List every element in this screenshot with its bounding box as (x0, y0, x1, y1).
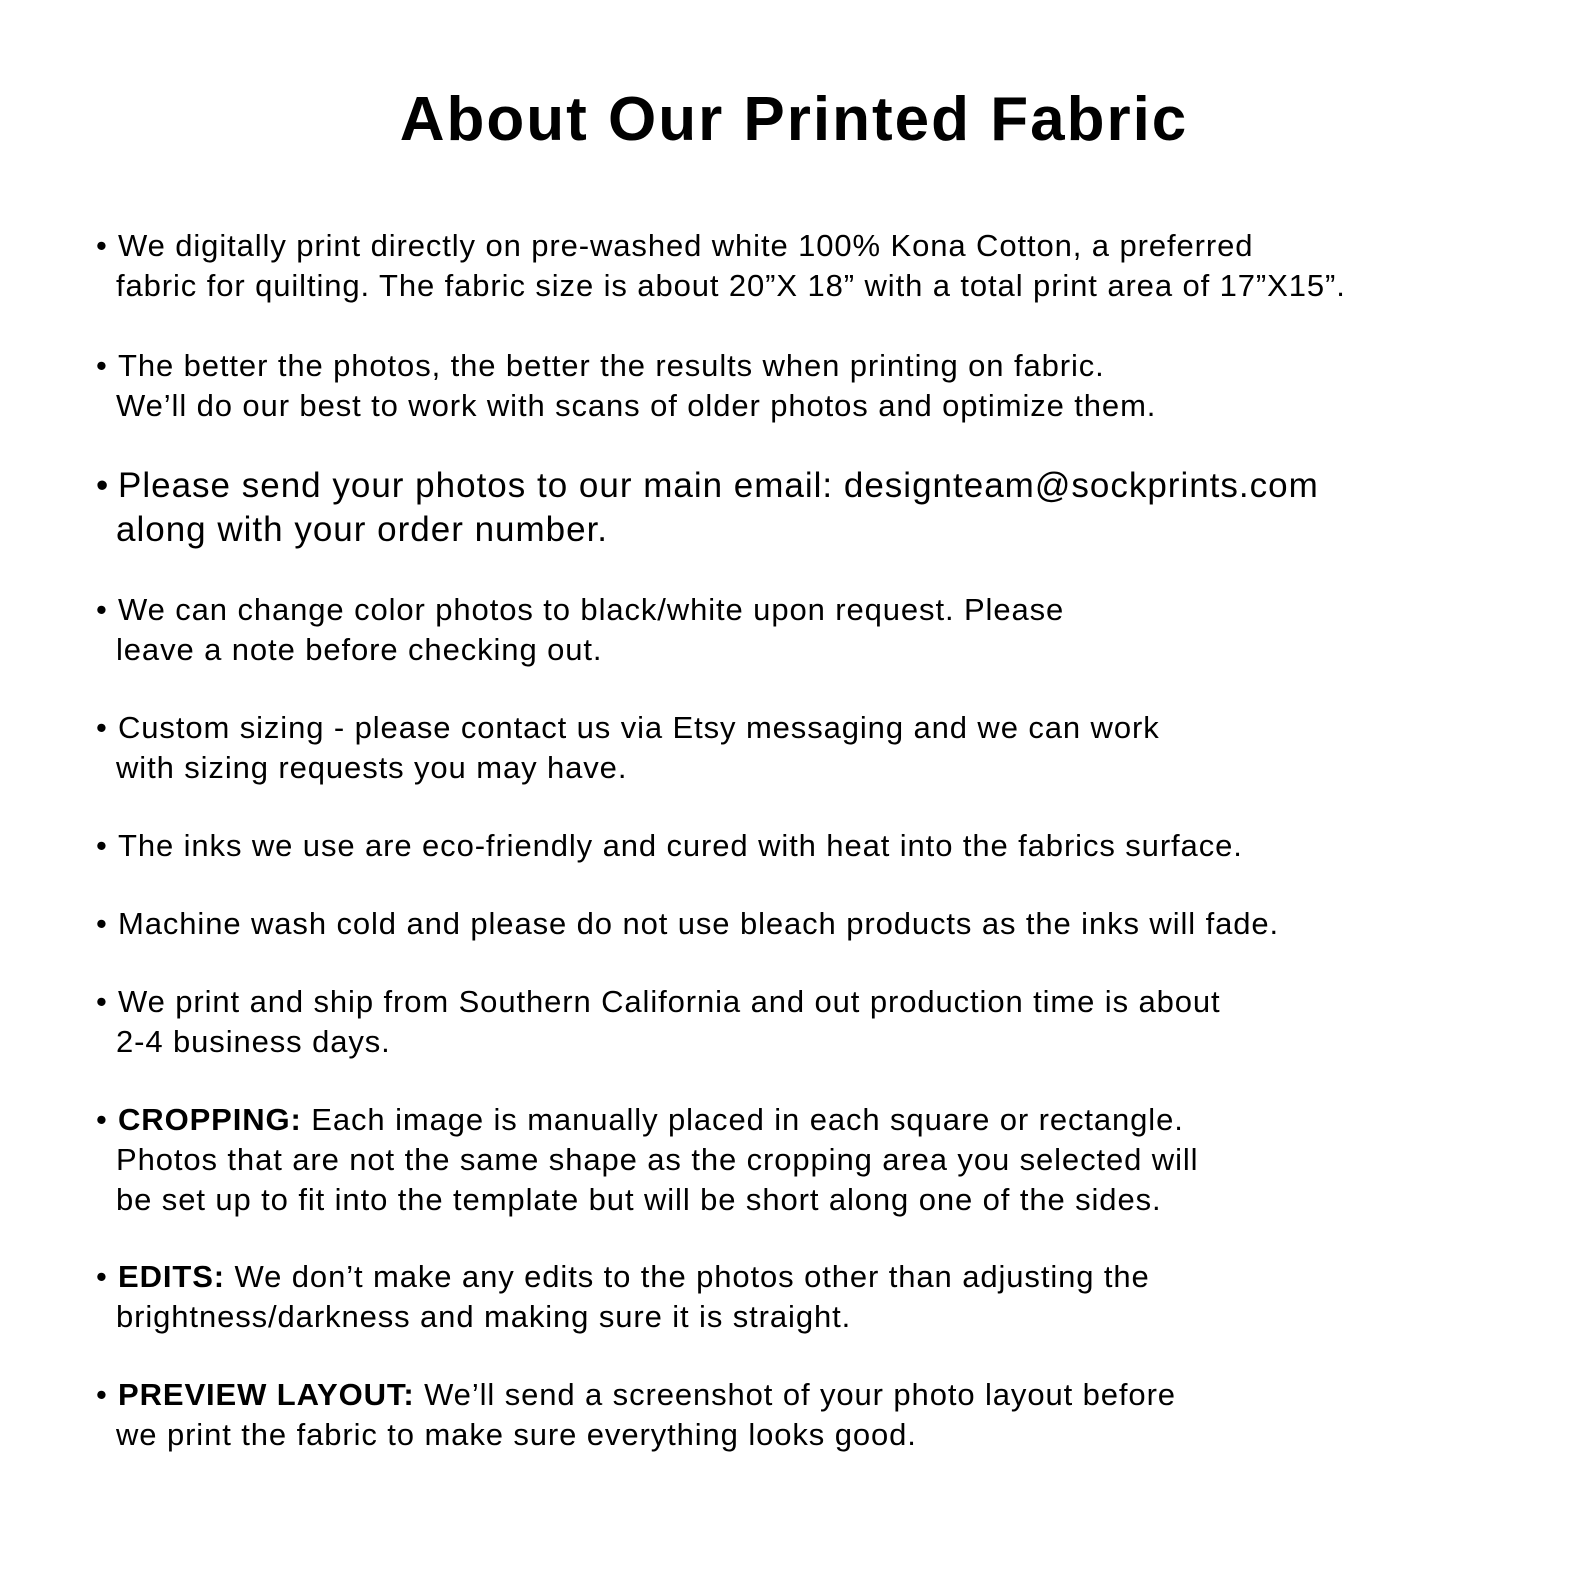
bullet-icon: • (96, 984, 108, 1019)
list-item-inks (96, 826, 1556, 866)
list-item-text: We digitally print directly on pre-washed white 100% Kona Cotton, a preferred (118, 228, 1254, 263)
page-title: About Our Printed Fabric (399, 85, 1189, 154)
bullet-icon: • (96, 592, 108, 627)
bullet-icon: • (96, 1377, 108, 1412)
list-item-line (96, 708, 1556, 748)
list-item-line (96, 1375, 1556, 1415)
bullet-icon: • (96, 466, 110, 505)
list-item-text: The inks we use are eco-friendly and cured with heat into the fabrics surface. (118, 828, 1243, 863)
list-item-text: We’ll send a screenshot of your photo layout before (424, 1377, 1176, 1412)
list-item-line (96, 226, 1556, 266)
list-item-text: We print and ship from Southern California and out production time is about (118, 984, 1221, 1019)
bullet-icon: • (96, 348, 108, 383)
list-item-text: leave a note before checking out. (116, 632, 603, 667)
list-item-text: Photos that are not the same shape as the cropping area you selected will (116, 1142, 1199, 1177)
bullet-icon: • (96, 228, 108, 263)
list-item-text: brightness/darkness and making sure it is straight. (116, 1299, 852, 1334)
list-item-line (96, 346, 1556, 386)
list-item-photo-quality (96, 346, 1556, 426)
bullet-icon: • (96, 1259, 108, 1294)
list-item-custom-sizing (96, 708, 1556, 788)
list-item-washing (96, 904, 1556, 944)
list-item-lead: EDITS: (118, 1259, 226, 1294)
list-item-edits (96, 1257, 1556, 1337)
list-item-cropping (96, 1100, 1556, 1220)
list-item-text: we print the fabric to make sure everything looks good. (116, 1417, 917, 1452)
list-item-text: The better the photos, the better the results when printing on fabric. (118, 348, 1105, 383)
list-item-text: Machine wash cold and please do not use bleach products as the inks will fade. (118, 906, 1280, 941)
bullet-icon: • (96, 1102, 108, 1137)
list-item-fabric-material (96, 226, 1556, 306)
list-item-text: We don’t make any edits to the photos other than adjusting the (234, 1259, 1150, 1294)
bullet-icon: • (96, 710, 108, 745)
list-item-text: Please send your photos to our main email: designteam@sockprints.com (118, 466, 1319, 505)
list-item-text: We’ll do our best to work with scans of older photos and optimize them. (116, 388, 1157, 423)
list-item-send-photos (96, 464, 1556, 552)
list-item-line (96, 464, 1556, 508)
list-item-preview-layout (96, 1375, 1556, 1455)
list-item-text: We can change color photos to black/white upon request. Please (118, 592, 1065, 627)
list-item-text: Each image is manually placed in each square or rectangle. (311, 1102, 1184, 1137)
list-item-line (96, 826, 1556, 866)
bullet-icon: • (96, 906, 108, 941)
list-item-black-white (96, 590, 1556, 670)
list-item-line (96, 1100, 1556, 1140)
list-item-line (96, 1257, 1556, 1297)
list-item-line (96, 590, 1556, 630)
list-item-lead: PREVIEW LAYOUT: (118, 1377, 415, 1412)
list-item-line (96, 982, 1556, 1022)
list-item-line (96, 904, 1556, 944)
list-item-text: along with your order number. (116, 510, 609, 549)
bullet-icon: • (96, 828, 108, 863)
list-item-text: 2-4 business days. (116, 1024, 391, 1059)
list-item-text: fabric for quilting. The fabric size is about 20”X 18” with a total print area of 17”X15”. (116, 268, 1346, 303)
list-item-text: with sizing requests you may have. (116, 750, 628, 785)
list-item-shipping (96, 982, 1556, 1062)
list-item-text: Custom sizing - please contact us via Etsy messaging and we can work (118, 710, 1160, 745)
list-item-text: be set up to fit into the template but will be short along one of the sides. (116, 1182, 1162, 1217)
list-item-lead: CROPPING: (118, 1102, 302, 1137)
